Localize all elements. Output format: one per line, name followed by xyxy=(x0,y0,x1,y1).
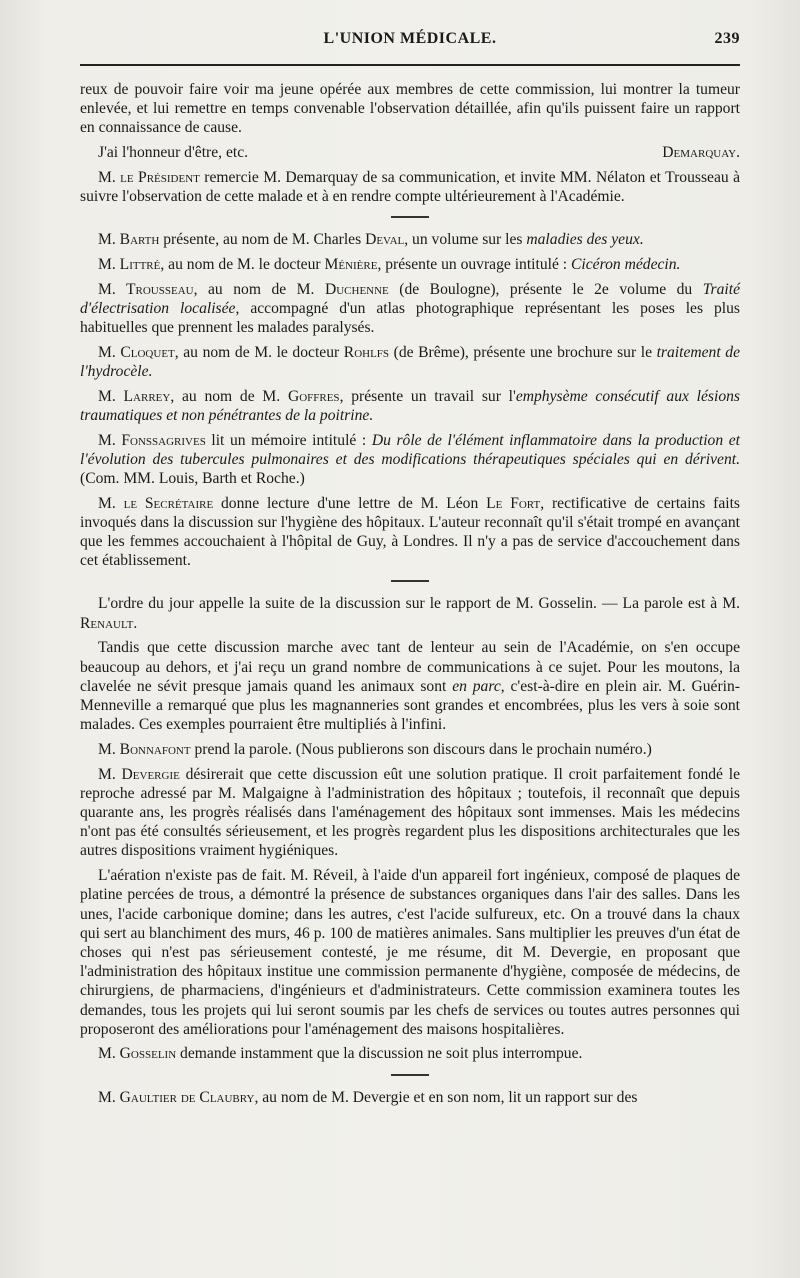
section-separator xyxy=(391,216,429,218)
paragraph: reux de pouvoir faire voir ma jeune opérée aux membres de cette commission, lui montrer la tumeur enlevée, et lui remettre en temps convenable l'observation détaillée, afin qu'ils puissent faire un rapport en connaissance de cause. xyxy=(80,81,740,137)
paragraph: L'ordre du jour appelle la suite de la discussion sur le rapport de M. Gosselin. — La parole est à M. Renault. xyxy=(80,595,740,632)
paragraph: M. Littré, au nom de M. le docteur Ménière, présente un ouvrage intitulé : Cicéron médecin. xyxy=(98,255,681,273)
paragraph: M. Larrey, au nom de M. Goffres, présente un travail sur l'emphysème consécutif aux lésions traumatiques et non pénétrantes de la poitrine. xyxy=(80,387,740,424)
section-separator xyxy=(391,1074,429,1076)
paragraph: Tandis que cette discussion marche avec tant de lenteur au sein de l'Académie, on s'en occupe beaucoup au dehors, et j'ai reçu un grand nombre de communications à ce sujet. Pour les moutons, la clavelée ne sévit presque jamais quand les animaux sont en parc, c'est-à-dire en plein air. M. Guérin-Menneville a remarqué que plus les magnanneries sont grandes et encombrées, plus les vers à soie sont malades. Ces exemples pourraient être multipliés à l'infini. xyxy=(80,639,740,734)
paragraph: L'aération n'existe pas de fait. M. Réveil, à l'aide d'un appareil fort ingénieux, composé de plaques de platine percées de trous, a démontré la présence de substances organiques dans l'air des salles. Dans les unes, l'acide carbonique domine; dans les autres, c'est l'acide sulfureux, etc. On a trouvé dans la chaux qui sert au blanchiment des murs, 46 p. 100 de matières animales. Sans multiplier les preuves d'un état de choses qui n'est pas sérieusement contesté, je me résume, dit M. Devergie, en proposant que l'administration des hôpitaux institue une commission permanente d'hygiène, composée de médecins, de chirurgiens, de pharmaciens, d'ingénieurs et d'administrateurs. Cette commission examinera toutes les demandes, tous les projets qui lui seront soumis par les chefs de services ou toutes autres personnes qui proposeront des améliorations pour l'aménagement des maisons hospitalières. xyxy=(80,867,740,1038)
paragraph: M. le Président remercie M. Demarquay de sa communication, et invite MM. Nélaton et Trousseau à suivre l'observation de cette malade et à en rendre compte ultérieurement à l'Académie. xyxy=(80,168,740,206)
paragraph: M. Barth présente, au nom de M. Charles Deval, un volume sur les maladies des yeux. xyxy=(98,231,644,249)
paragraph: M. Gaultier de Claubry, au nom de M. Devergie et en son nom, lit un rapport sur des xyxy=(98,1088,638,1106)
paragraph: M. Cloquet, au nom de M. le docteur Rohlfs (de Brême), présente une brochure sur le traitement de l'hydrocèle. xyxy=(80,343,741,380)
paragraph: M. Bonnafont prend la parole. (Nous publierons son discours dans le prochain numéro.) xyxy=(98,740,652,758)
paragraph: M. le Secrétaire donne lecture d'une lettre de M. Léon Le Fort, rectificative de certains faits invoqués dans la discussion sur l'hygiène des hôpitaux. L'auteur reconnaît qu'il s'était trompé en avançant que les femmes accouchaient à l'hôpital de Guy, à Londres. Il n'y a pas de service d'accouchement dans cet établissement. xyxy=(80,494,740,570)
paragraph: M. Devergie désirerait que cette discussion eût une solution pratique. Il croit parfaitement fondé le reproche adressé par M. Malgaigne à l'administration des hôpitaux ; toutefois, il reconnaît que depuis quarante ans, les progrès réalisés dans l'aménagement des hôpitaux sont immenses. Mais les médecins n'ont pas été consultés sérieusement, et les progrès regardent plus les dispositions architecturales que les autres dispositions vraiment hygiéniques. xyxy=(80,765,740,860)
paragraph: M. Gosselin demande instamment que la discussion ne soit plus interrompue. xyxy=(98,1045,583,1063)
signature: Demarquay. xyxy=(662,144,740,162)
page-number: 239 xyxy=(714,30,740,47)
running-head xyxy=(80,30,740,54)
header-rule xyxy=(80,64,740,66)
section-separator xyxy=(391,580,429,582)
body-text xyxy=(80,80,740,1107)
paragraph-closing: J'ai l'honneur d'être, etc. Demarquay. xyxy=(98,144,740,162)
paragraph: M. Fonssagrives lit un mémoire intitulé : Du rôle de l'élément inflammatoire dans la production et l'évolution des tubercules pulmonaires et des modifications thérapeutiques spéciales qui en dérivent. (Com. MM. Louis, Barth et Roche.) xyxy=(80,431,740,487)
paragraph: M. Trousseau, au nom de M. Duchenne (de Boulogne), présente le 2e volume du Traité d'électrisation localisée, accompagné d'un atlas photographique représentant les poses les plus habituelles que prennent les malades paralysés. xyxy=(80,280,740,337)
journal-title: L'UNION MÉDICALE. xyxy=(323,30,497,47)
